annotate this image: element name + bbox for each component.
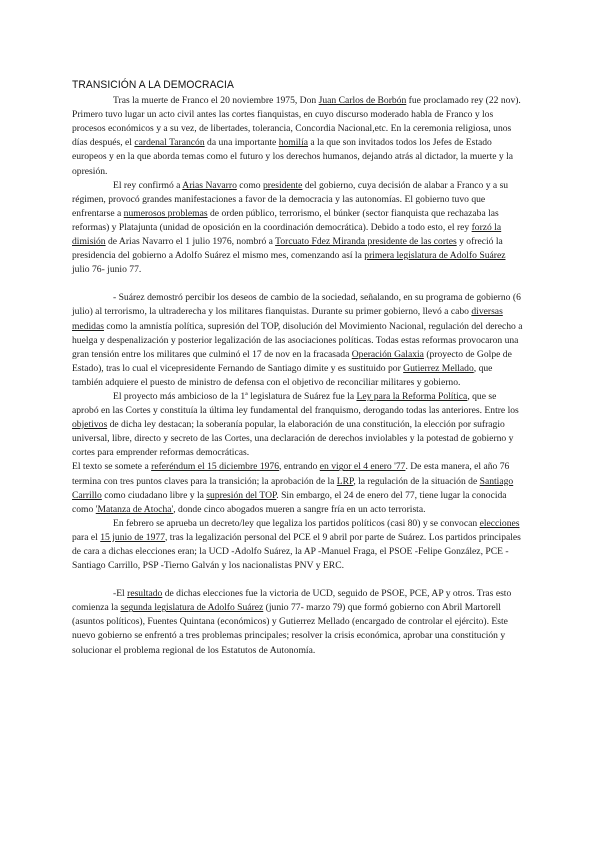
paragraph-gap xyxy=(72,573,524,587)
paragraph-gap xyxy=(72,277,524,291)
text-run: del gobierno, cuya decisión de alabar a Franco y a su régimen, provocó grandes manifestaciones a favor de la democracia y las autonomías. El gobierno tuvo que enfrentarse a xyxy=(72,179,509,219)
text-run: (junio 77- marzo 79) que formó gobierno con Abril Martorell (asuntos políticos), Fuentes Quintana (económicos) y Gutierrez Mellado (encargado de controlar el ejército). Este nuevo gobierno se enfrentó a tres problemas principales; resolver la crisis económica, aprobar una constitución y solucionar el problema regional de los Estatutos de Autonomía. xyxy=(72,602,508,656)
text-run: para el xyxy=(72,531,101,543)
text-run: (proyecto de Golpe de Estado), tras lo cual el vicepresidente Fernando de Santiago dimite y es sustituido por xyxy=(72,348,512,374)
text-run: , donde cinco abogados mueren a sangre fría en un acto terrorista. xyxy=(173,503,426,515)
underlined-term: homilía xyxy=(278,137,308,149)
text-run: Tras la muerte de Franco el 20 noviembre 1975, Don xyxy=(113,95,319,107)
underlined-term: diversas medidas xyxy=(72,306,503,332)
text-run: . De esta manera, el año 76 termina con tres puntos claves para la transición; la aprobación de la xyxy=(72,461,510,487)
underlined-term: Torcuato Fdez Miranda presidente de las cortes xyxy=(275,236,457,248)
paragraph xyxy=(72,179,524,278)
underlined-term: Juan Carlos de Borbón xyxy=(318,95,407,107)
text-run: En febrero se aprueba un decreto/ley que legaliza los partidos políticos (casi 80) y se convocan xyxy=(113,517,480,529)
underlined-term: 15 junio de 1977 xyxy=(100,531,165,543)
text-run: como ciudadano libre y la xyxy=(101,489,207,501)
underlined-term: referéndum el 15 diciembre 1976 xyxy=(151,461,280,473)
underlined-term: elecciones xyxy=(479,517,520,529)
underlined-term: LRP xyxy=(336,475,354,487)
document-body xyxy=(72,78,524,658)
text-run: como xyxy=(236,179,263,191)
text-run: de dichas elecciones fue la victoria de UCD, seguido de PSOE, PCE, AP y otros. Tras esto comienza la xyxy=(72,588,512,614)
text-run: , la regulación de la situación de xyxy=(353,475,480,487)
underlined-term: segunda legislatura de Adolfo Suárez xyxy=(120,602,264,614)
underlined-term: Operación Galaxia xyxy=(351,348,424,360)
underlined-term: Ley para la Reforma Política xyxy=(356,390,468,402)
text-run: , que también adquiere el puesto de ministro de defensa con el objetivo de reconciliar militares y gobierno. xyxy=(72,362,493,388)
underlined-term: 'Matanza de Atocha' xyxy=(95,503,174,515)
paragraph xyxy=(72,291,524,390)
text-run: , entrando xyxy=(279,461,320,473)
paragraph xyxy=(72,517,524,573)
text-run: da una importante xyxy=(204,137,279,149)
underlined-term: en vigor el 4 enero '77 xyxy=(319,461,406,473)
text-run: El texto se somete a xyxy=(72,461,152,473)
underlined-term: presidente xyxy=(263,179,303,191)
underlined-term: objetivos xyxy=(72,419,108,431)
text-run: El proyecto más ambicioso de la 1ª legislatura de Suárez fue la xyxy=(113,390,357,402)
text-run: , que se aprobó en las Cortes y constituía la última ley fundamental del franquismo, derogando todas las anteriores. Entre los xyxy=(72,390,519,417)
underlined-term: forzó la dimisión xyxy=(72,221,502,248)
paragraph xyxy=(72,460,524,516)
text-run: julio 76- junio 77. xyxy=(72,264,142,276)
paragraph xyxy=(72,390,524,460)
text-run: de orden público, terrorismo, el búnker (sector fianquista que rechazaba las reformas) y Platajunta (unidad de oposición en la coordinación democrática). Debido a todo esto, el rey xyxy=(72,207,499,233)
text-run: El rey confirmó a xyxy=(113,179,183,191)
text-run: a la que son invitados todos los Jefes de Estado europeos y en la que aborda temas como el futuro y los derechos humanos, dejando atrás al dictador, la muerte y la opresión. xyxy=(72,137,514,177)
underlined-term: Santiago Carrillo xyxy=(72,475,514,501)
underlined-term: primera legislatura de Adolfo Suárez xyxy=(364,250,506,262)
text-run: , tras la legalización personal del PCE el 9 abril por parte de Suárez. Los partidos principales de cara a dichas elecciones eran; la UCD -Adolfo Suárez, la AP -Manuel Fraga, el PSOE -Felipe González, PCE -Santiago Carrillo, PSP -Tierno Galván y los nacionalistas PNV y ERC. xyxy=(72,531,521,572)
text-run: y ofreció la presidencia del gobierno a Adolfo Suárez el mismo mes, comenzando así la xyxy=(72,236,503,262)
text-run: de Arias Navarro el 1 julio 1976, nombró a xyxy=(105,236,276,248)
paragraph xyxy=(72,94,524,179)
underlined-term: numerosos problemas xyxy=(123,207,208,219)
underlined-term: Arias Navarro xyxy=(182,179,237,191)
underlined-term: supresión del TOP xyxy=(206,489,277,501)
text-run: de dicha ley destacan; la soberanía popular, la elaboración de una constitución, la elección por sufragio universal, libre, directo y secreto de las Cortes, una declaración de derechos inviolables y la potestad de gobierno y cortes para emprender reformas democráticas. xyxy=(72,419,514,459)
underlined-term: cardenal Tarancón xyxy=(134,137,205,149)
page-title: TRANSICIÓN A LA DEMOCRACIA xyxy=(72,79,234,91)
underlined-term: Gutierrez Mellado xyxy=(403,362,474,374)
text-run: como la amnistía política, supresión del TOP, disolución del Movimiento Nacional, regulación del derecho a huelga y despenalización y posterior legalización de las asociaciones políticas. Todas estas reformas provocaron una gran tensión entre los militares que culminó el 17 de nov en la fracasada xyxy=(72,320,523,360)
paragraph xyxy=(72,587,524,657)
text-run: -El xyxy=(113,588,128,600)
underlined-term: resultado xyxy=(127,588,163,600)
text-run: - Suárez demostró percibir los deseos de cambio de la sociedad, señalando, en su programa de gobierno (6 julio) al terrorismo, la ultraderecha y los militares fianquistas. Durante su primer gobierno, llevó a cabo xyxy=(72,292,521,318)
paragraph-list xyxy=(72,94,524,658)
text-run: . Sin embargo, el 24 de enero del 77, tiene lugar la conocida como xyxy=(72,489,507,515)
text-run: fue proclamado rey (22 nov). Primero tuvo lugar un acto civil antes las cortes fianquistas, en cuyo discurso moderado habla de Franco y los procesos económicos y a su vez, de libertades, tolerancia, Concordia Nacional,etc. En la ceremonia religiosa, unos días después, el xyxy=(72,95,521,149)
